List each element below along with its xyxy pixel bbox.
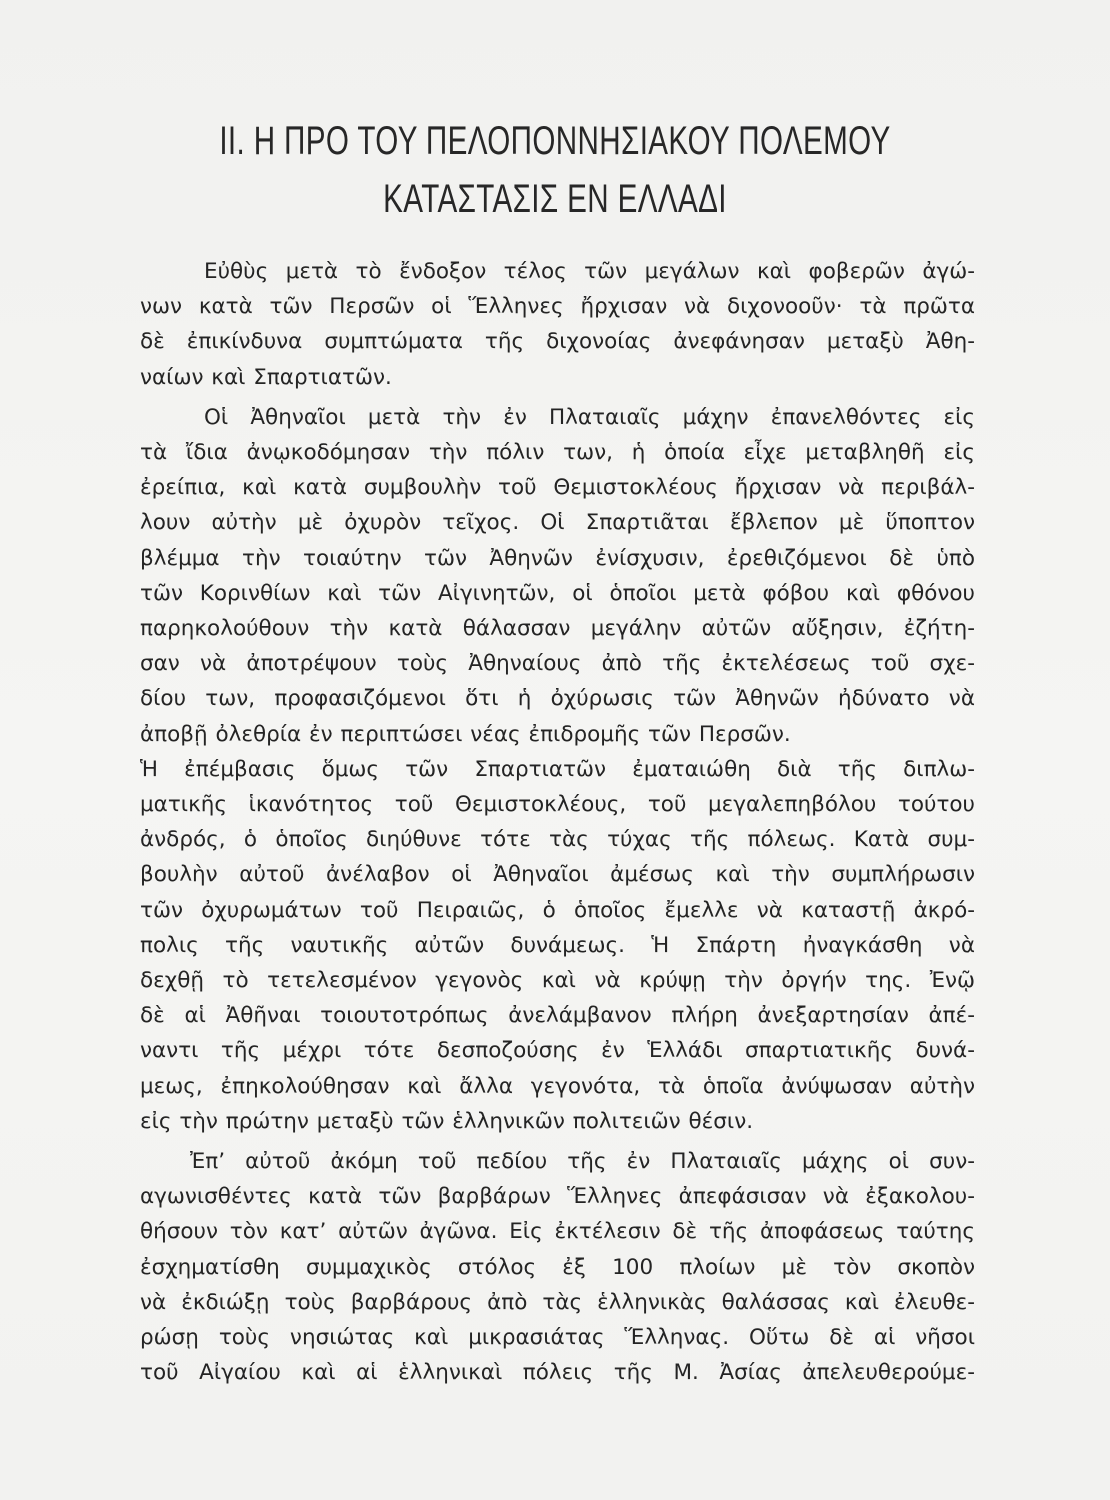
text-line: ναντι τῆς μέχρι τότε δεσποζούσης ἐν Ἑλλάδι σπαρτιατικῆς δυνά- [140,1038,975,1064]
text-line: εἰς τὴν πρώτην μεταξὺ τῶν ἑλληνικῶν πολιτειῶν θέσιν. [140,1108,754,1134]
body-text [140,254,975,1391]
text-line: νων κατὰ τῶν Περσῶν οἱ Ἕλληνες ἤρχισαν νὰ διχονοοῦν· τὰ πρῶτα [140,294,975,320]
text-line: Ἐπ’ αὐτοῦ ἀκόμη τοῦ πεδίου τῆς ἐν Πλαταιαῖς μάχης οἱ συν- [190,1149,975,1175]
paragraph [140,400,975,752]
text-line: ἐρείπια, καὶ κατὰ συμβουλὴν τοῦ Θεμιστοκλέους ἤρχισαν νὰ περιβάλ- [140,475,975,501]
text-line: ματικῆς ἱκανότητος τοῦ Θεμιστοκλέους, τοῦ μεγαλεπηβόλου τούτου [140,792,975,818]
text-line: δίου των, προφασιζόμενοι ὅτι ἡ ὀχύρωσις τῶν Ἀθηνῶν ἠδύνατο νὰ [140,686,975,712]
text-line: Εὐθὺς μετὰ τὸ ἔνδοξον τέλος τῶν μεγάλων καὶ φοβερῶν ἀγώ- [204,259,975,284]
text-line: ἀνδρός, ὁ ὁποῖος διηύθυνε τότε τὰς τύχας τῆς πόλεως. Κατὰ συμ- [140,827,975,853]
text-line: δεχθῇ τὸ τετελεσμένον γεγονὸς καὶ νὰ κρύψῃ τὴν ὀργήν της. Ἐνῷ [140,968,975,994]
text-line: τῶν Κορινθίων καὶ τῶν Αἰγινητῶν, οἱ ὁποῖοι μετὰ φόβου καὶ φθόνου [140,580,975,606]
text-line: Οἱ Ἀθηναῖοι μετὰ τὴν ἐν Πλαταιαῖς μάχην ἐπανελθόντες εἰς [204,404,975,430]
paragraph [140,254,975,395]
text-line: σαν νὰ ἀποτρέψουν τοὺς Ἀθηναίους ἀπὸ τῆς ἐκτελέσεως τοῦ σχε- [140,651,975,677]
text-line: τῶν ὀχυρωμάτων τοῦ Πειραιῶς, ὁ ὁποῖος ἔμελλε νὰ καταστῇ ἀκρό- [140,897,975,923]
text-line: τοῦ Αἰγαίου καὶ αἱ ἑλληνικαὶ πόλεις τῆς Μ. Ἀσίας ἀπελευθερούμε- [140,1360,975,1386]
text-line: πολις τῆς ναυτικῆς αὐτῶν δυνάμεως. Ἡ Σπάρτη ἠναγκάσθη νὰ [140,932,975,958]
paragraph [140,1144,975,1390]
text-line: ἀποβῇ ὀλεθρία ἐν περιπτώσει νέας ἐπιδρομῆς τῶν Περσῶν. [140,721,791,747]
text-line: ἐσχηματίσθη συμμαχικὸς στόλος ἐξ 100 πλοίων μὲ τὸν σκοπὸν [140,1254,975,1280]
text-line: λουν αὐτὴν μὲ ὀχυρὸν τεῖχος. Οἱ Σπαρτιᾶται ἔβλεπον μὲ ὕποπτον [140,510,975,536]
text-line: δὲ αἱ Ἀθῆναι τοιουτοτρόπως ἀνελάμβανον πλήρη ἀνεξαρτησίαν ἀπέ- [140,1003,975,1029]
text-line: νὰ ἐκδιώξῃ τοὺς βαρβάρους ἀπὸ τὰς ἑλληνικὰς θαλάσσας καὶ ἐλευθε- [140,1289,975,1315]
text-line: βλέμμα τὴν τοιαύτην τῶν Ἀθηνῶν ἐνίσχυσιν, ἐρεθιζόμενοι δὲ ὑπὸ [140,545,975,571]
text-line: δὲ ἐπικίνδυνα συμπτώματα τῆς διχονοίας ἀνεφάνησαν μεταξὺ Ἀθη- [140,329,975,355]
text-line: Ἡ ἐπέμβασις ὅμως τῶν Σπαρτιατῶν ἐματαιώθη διὰ τῆς διπλω- [140,756,975,782]
text-line: ναίων καὶ Σπαρτιατῶν. [140,364,392,390]
text-line: αγωνισθέντες κατὰ τῶν βαρβάρων Ἕλληνες ἀπεφάσισαν νὰ ἐξακολου- [140,1184,975,1210]
text-line: τὰ ἴδια ἀνῳκοδόμησαν τὴν πόλιν των, ἡ ὁποία εἶχε μεταβληθῆ εἰς [140,440,975,466]
chapter-title-line-1: II. Η ΠΡΟ ΤΟΥ ΠΕΛΟΠΟΝΝΗΣΙΑΚΟΥ ΠΟΛΕΜΟΥ [219,119,891,163]
paragraph [140,752,975,1139]
chapter-title-line-2: ΚΑΤΑΣΤΑΣΙΣ ΕΝ ΕΛΛΑΔΙ [383,177,727,221]
text-line: ρώσῃ τοὺς νησιώτας καὶ μικρασιάτας Ἕλληνας. Οὕτω δὲ αἱ νῆσοι [140,1325,975,1351]
text-line: θήσουν τὸν κατ’ αὐτῶν ἀγῶνα. Εἰς ἐκτέλεσιν δὲ τῆς ἀποφάσεως ταύτης [140,1219,975,1245]
text-line: μεως, ἐπηκολούθησαν καὶ ἄλλα γεγονότα, τὰ ὁποῖα ἀνύψωσαν αὐτὴν [140,1073,975,1099]
text-line: παρηκολούθουν τὴν κατὰ θάλασσαν μεγάλην αὐτῶν αὔξησιν, ἐζήτη- [140,616,975,642]
text-line: βουλὴν αὐτοῦ ἀνέλαβον οἱ Ἀθηναῖοι ἀμέσως καὶ τὴν συμπλήρωσιν [140,862,975,888]
